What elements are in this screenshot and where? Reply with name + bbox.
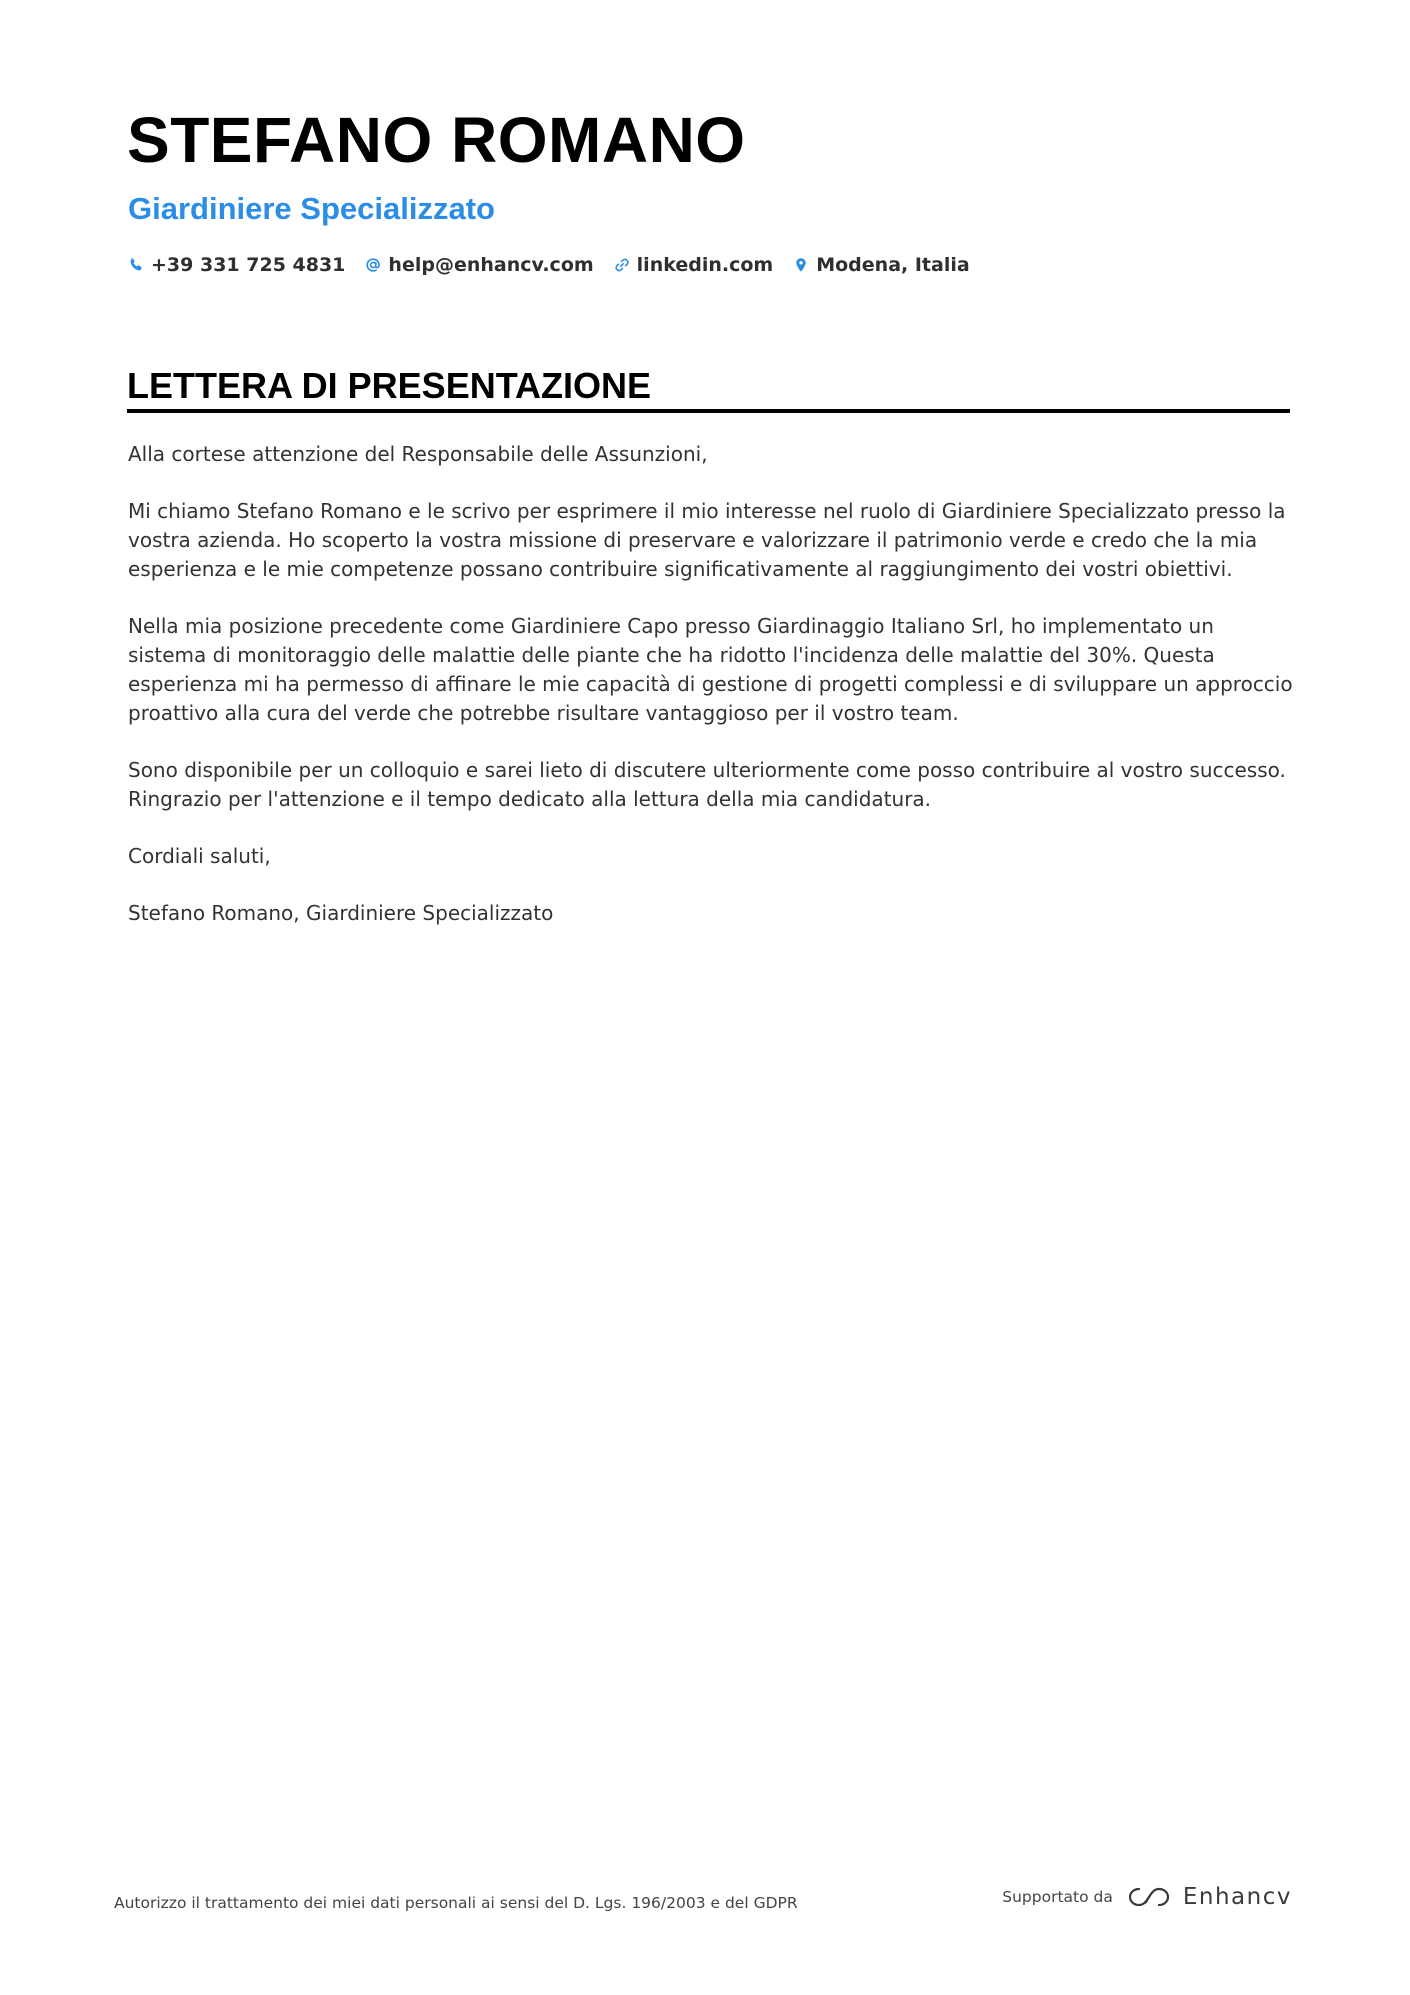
contact-location [793,254,969,276]
candidate-name: STEFANO ROMANO [127,104,746,176]
powered-by-label: Supportato da [1002,1888,1113,1906]
contact-bar [128,254,970,276]
at-icon [365,257,381,273]
letter-paragraph: Mi chiamo Stefano Romano e le scrivo per esprimere il mio interesse nel ruolo di Giardiniere Specializzato presso la vostra azienda. Ho scoperto la vostra missione di preservare e valorizzare il patrimonio verde e credo che la mia esperienza e le mie competenze possano contribuire significativamente al raggiungimento dei vostri obiettivi. [128,499,1286,581]
infinity-logo-icon [1125,1884,1173,1910]
powered-by[interactable] [1002,1884,1292,1910]
contact-phone[interactable] [128,254,345,276]
phone-icon [128,257,144,273]
privacy-consent: Autorizzo il trattamento dei miei dati personali ai sensi del D. Lgs. 196/2003 e del GDPR [114,1894,798,1912]
enhancv-logo [1125,1884,1292,1910]
candidate-role: Giardiniere Specializzato [128,191,495,226]
location-pin-icon [793,257,809,273]
letter-closing: Cordiali saluti, [128,844,271,868]
letter-paragraph: Sono disponibile per un colloquio e sarei lieto di discutere ulteriormente come posso contribuire al vostro successo. Ringrazio per l'attenzione e il tempo dedicato alla lettura della mia candidatura. [128,758,1286,811]
letter-salutation: Alla cortese attenzione del Responsabile delle Assunzioni, [128,442,708,466]
contact-linkedin-text: linkedin.com [636,254,774,276]
letter-paragraph: Nella mia posizione precedente come Giardiniere Capo presso Giardinaggio Italiano Srl, ho implementato un sistema di monitoraggio delle malattie delle piante che ha ridotto l'incidenza delle malattie del 30%. Questa esperienza mi ha permesso di affinare le mie capacità di gestione di progetti complessi e di sviluppare un approccio proattivo alla cura del verde che potrebbe risultare vantaggioso per il vostro team. [128,614,1293,725]
letter-body [128,440,1293,956]
contact-phone-text: +39 331 725 4831 [151,254,346,276]
contact-location-text: Modena, Italia [816,254,970,276]
brand-name: Enhancv [1182,1884,1292,1910]
contact-email-text: help@enhancv.com [388,254,594,276]
link-icon [614,257,630,273]
section-title: LETTERA DI PRESENTAZIONE [127,365,652,406]
letter-signature: Stefano Romano, Giardiniere Specializzato [128,901,554,925]
contact-email[interactable] [365,254,593,276]
section-divider [127,409,1290,413]
contact-linkedin[interactable] [614,254,774,276]
